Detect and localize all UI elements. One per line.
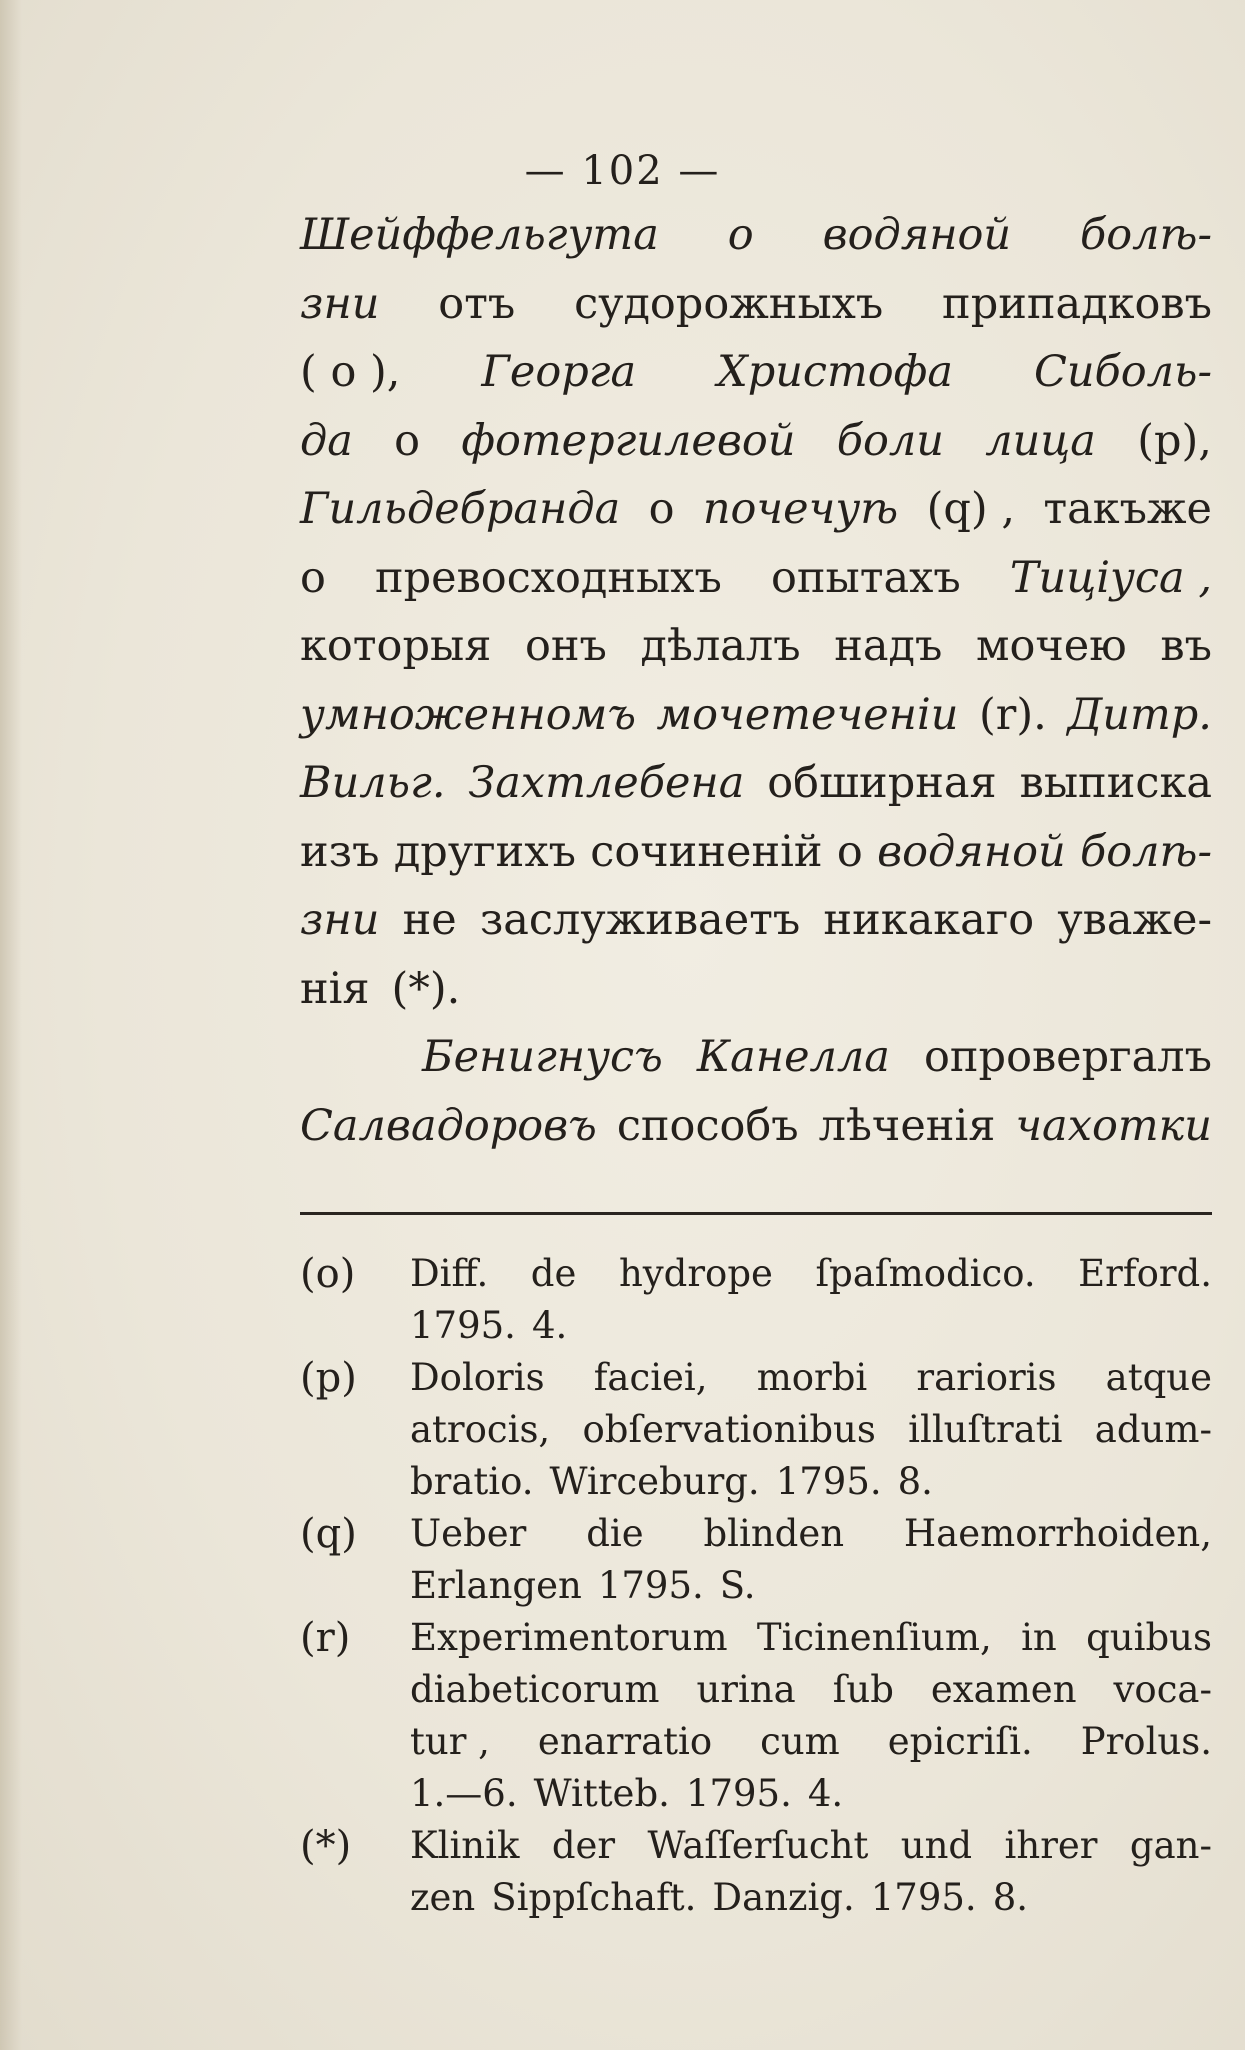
word: боли <box>836 415 944 466</box>
word: diabeticorum <box>410 1668 660 1711</box>
word: blinden <box>703 1512 845 1555</box>
word: Sippſchaft. <box>491 1876 697 1919</box>
word: adum- <box>1094 1408 1212 1451</box>
word: zen <box>410 1876 476 1919</box>
footnote-line <box>410 1872 1212 1924</box>
footnote-line <box>410 1352 1212 1404</box>
word: enarratio <box>537 1720 713 1763</box>
word: cum <box>760 1720 840 1763</box>
word: (r). <box>979 689 1047 740</box>
footnote-text <box>410 1820 1212 1924</box>
footnote-line <box>410 1612 1212 1664</box>
footnote-line <box>410 1404 1212 1456</box>
footnote-mark: (r) <box>300 1615 351 1661</box>
text-line <box>300 827 1212 896</box>
footnote-line <box>410 1248 1212 1300</box>
word: водяной <box>877 826 1066 877</box>
word: лѣченія <box>818 1100 996 1151</box>
word: ( о ), <box>300 347 401 397</box>
footnote-text <box>410 1352 1212 1508</box>
word: der <box>551 1824 616 1867</box>
footnote <box>300 1612 1212 1820</box>
word: лица <box>985 415 1096 466</box>
word: выписка <box>1019 758 1212 808</box>
word: examen <box>930 1668 1077 1711</box>
word: quibus <box>1086 1616 1212 1659</box>
word: умноженномъ <box>300 689 636 740</box>
word: способъ <box>616 1100 799 1151</box>
word: обширная <box>767 758 997 808</box>
word: atrocis, <box>410 1408 551 1451</box>
word: (q) , <box>926 484 1015 534</box>
word: Дитр. <box>1067 689 1212 740</box>
word: 1795. <box>410 1304 516 1347</box>
word: atque <box>1105 1356 1212 1399</box>
word: Witteb. <box>533 1772 670 1815</box>
text-line <box>300 690 1212 759</box>
word: und <box>900 1824 973 1867</box>
word: urina <box>696 1668 796 1711</box>
footnote-text <box>410 1248 1212 1352</box>
word: Waſſerſucht <box>647 1824 869 1867</box>
word: S. <box>719 1564 756 1607</box>
word: болѣ- <box>1080 826 1212 877</box>
word: о <box>648 484 675 534</box>
word: надъ <box>834 621 943 671</box>
word: voca- <box>1113 1668 1212 1711</box>
word: morbi <box>756 1356 868 1399</box>
word: о <box>300 552 326 603</box>
word: въ <box>1160 621 1212 671</box>
word: Сиболь- <box>1033 347 1212 397</box>
text-line <box>300 347 1212 416</box>
word: 4. <box>807 1772 844 1815</box>
word: 8. <box>897 1460 933 1503</box>
word: зни <box>300 278 380 329</box>
word: сочиненій <box>590 826 823 877</box>
word: faciei, <box>593 1356 708 1399</box>
footnote <box>300 1820 1212 1924</box>
word: Салвадоровъ <box>300 1100 597 1151</box>
word: да <box>300 415 353 466</box>
word: die <box>586 1512 644 1555</box>
word: Бенигнусъ <box>422 1032 663 1082</box>
word: Doloris <box>410 1356 545 1399</box>
word: 4. <box>531 1304 568 1347</box>
word: gan- <box>1129 1824 1212 1867</box>
word: epicriſi. <box>887 1720 1033 1763</box>
footnote <box>300 1352 1212 1508</box>
word: 1795. <box>775 1460 882 1503</box>
word: Христофа <box>717 347 953 397</box>
text-line <box>300 416 1212 485</box>
footnote-mark: (p) <box>300 1355 357 1401</box>
text-line <box>300 1101 1212 1170</box>
footnote-mark: (*) <box>300 1823 352 1869</box>
word: 8. <box>992 1876 1028 1919</box>
word: опытахъ <box>770 552 961 603</box>
word: (*). <box>391 963 461 1014</box>
word: Тиціуса , <box>1009 552 1212 603</box>
word: никакаго <box>823 895 1035 945</box>
word: 1.—6. <box>410 1772 518 1815</box>
footnote-text <box>410 1508 1212 1612</box>
word: bratio. <box>410 1460 534 1503</box>
word: уваже- <box>1057 895 1212 945</box>
footnote-text <box>410 1612 1212 1820</box>
footnote <box>300 1508 1212 1612</box>
page-gutter-shadow <box>0 0 22 2050</box>
word: tur , <box>410 1720 490 1763</box>
word: rarioris <box>916 1356 1057 1399</box>
word: in <box>1021 1616 1057 1659</box>
word: Гильдебранда <box>300 484 621 534</box>
text-line <box>300 621 1212 690</box>
footnote-mark: (q) <box>300 1511 357 1557</box>
word: о <box>394 415 421 466</box>
main-text-block <box>300 210 1212 1169</box>
word: illuſtrati <box>908 1408 1063 1451</box>
word: ſpaſmodico. <box>815 1252 1036 1295</box>
word: Георга <box>481 347 637 397</box>
text-line <box>300 279 1212 348</box>
word: изъ <box>300 826 380 877</box>
word: Захтлебена <box>468 758 745 808</box>
word: дѣлалъ <box>640 621 801 671</box>
word: превосходныхъ <box>374 552 722 603</box>
word: нія <box>300 963 370 1014</box>
word: зни <box>300 895 380 945</box>
word: Ticinenſium, <box>756 1616 992 1659</box>
footnote-line <box>410 1508 1212 1560</box>
word: о <box>727 210 754 260</box>
text-line <box>300 895 1212 964</box>
word: о <box>836 826 863 877</box>
word: онъ <box>524 621 607 671</box>
word: судорожныхъ <box>574 278 884 329</box>
word: которыя <box>300 621 492 671</box>
word: такъже <box>1043 484 1212 534</box>
word: 1795. <box>597 1564 704 1607</box>
footnote-line <box>410 1768 1212 1820</box>
text-line <box>300 1032 1212 1101</box>
word: Wirceburg. <box>549 1460 760 1503</box>
word: 1795. <box>870 1876 977 1919</box>
text-line <box>300 964 1212 1033</box>
footnote-line <box>410 1664 1212 1716</box>
text-line <box>300 758 1212 827</box>
word: Prolus. <box>1080 1720 1212 1763</box>
text-line <box>300 553 1212 622</box>
footnote-line <box>410 1820 1212 1872</box>
text-line <box>300 484 1212 553</box>
word: мочею <box>976 621 1127 671</box>
footnote-mark: (o) <box>300 1251 356 1297</box>
word: болѣ- <box>1080 210 1212 260</box>
word: Erlangen <box>410 1564 582 1607</box>
word: Diff. <box>410 1252 489 1295</box>
word: водяной <box>822 210 1012 260</box>
word: отъ <box>438 278 516 329</box>
word: ihrer <box>1004 1824 1098 1867</box>
footnotes-block <box>300 1248 1212 1924</box>
word: другихъ <box>393 826 576 877</box>
word: de <box>530 1252 577 1295</box>
footnote-line <box>410 1300 1212 1352</box>
page-number-header: — 102 — <box>524 148 721 194</box>
word: 1795. <box>685 1772 792 1815</box>
word: опровергалъ <box>924 1032 1212 1082</box>
word: Danzig. <box>712 1876 855 1919</box>
word: Ueber <box>410 1512 527 1555</box>
word: Haemorrhoiden, <box>903 1512 1212 1555</box>
word: Вильг. <box>300 758 446 808</box>
footnote-line <box>410 1560 1212 1612</box>
word: ſub <box>832 1668 894 1711</box>
word: фотергилевой <box>461 415 796 466</box>
word: припадковъ <box>942 278 1212 329</box>
word: Experimentorum <box>410 1616 728 1659</box>
word: мочетеченіи <box>656 689 959 740</box>
word: чахотки <box>1015 1100 1212 1151</box>
word: почечуѣ <box>702 484 899 534</box>
word: Erford. <box>1078 1252 1212 1295</box>
footnote-line <box>410 1456 1212 1508</box>
word: Шейффельгута <box>300 210 659 260</box>
word: hydrope <box>618 1252 773 1295</box>
word: Канелла <box>696 1032 890 1082</box>
word: не <box>402 895 457 945</box>
word: (р), <box>1137 415 1212 466</box>
text-line <box>300 210 1212 279</box>
footnote-separator-rule <box>300 1212 1212 1215</box>
word: Klinik <box>410 1824 520 1867</box>
footnote <box>300 1248 1212 1352</box>
footnote-line <box>410 1716 1212 1768</box>
word: obſervationibus <box>582 1408 876 1451</box>
word: заслуживаетъ <box>479 895 801 945</box>
